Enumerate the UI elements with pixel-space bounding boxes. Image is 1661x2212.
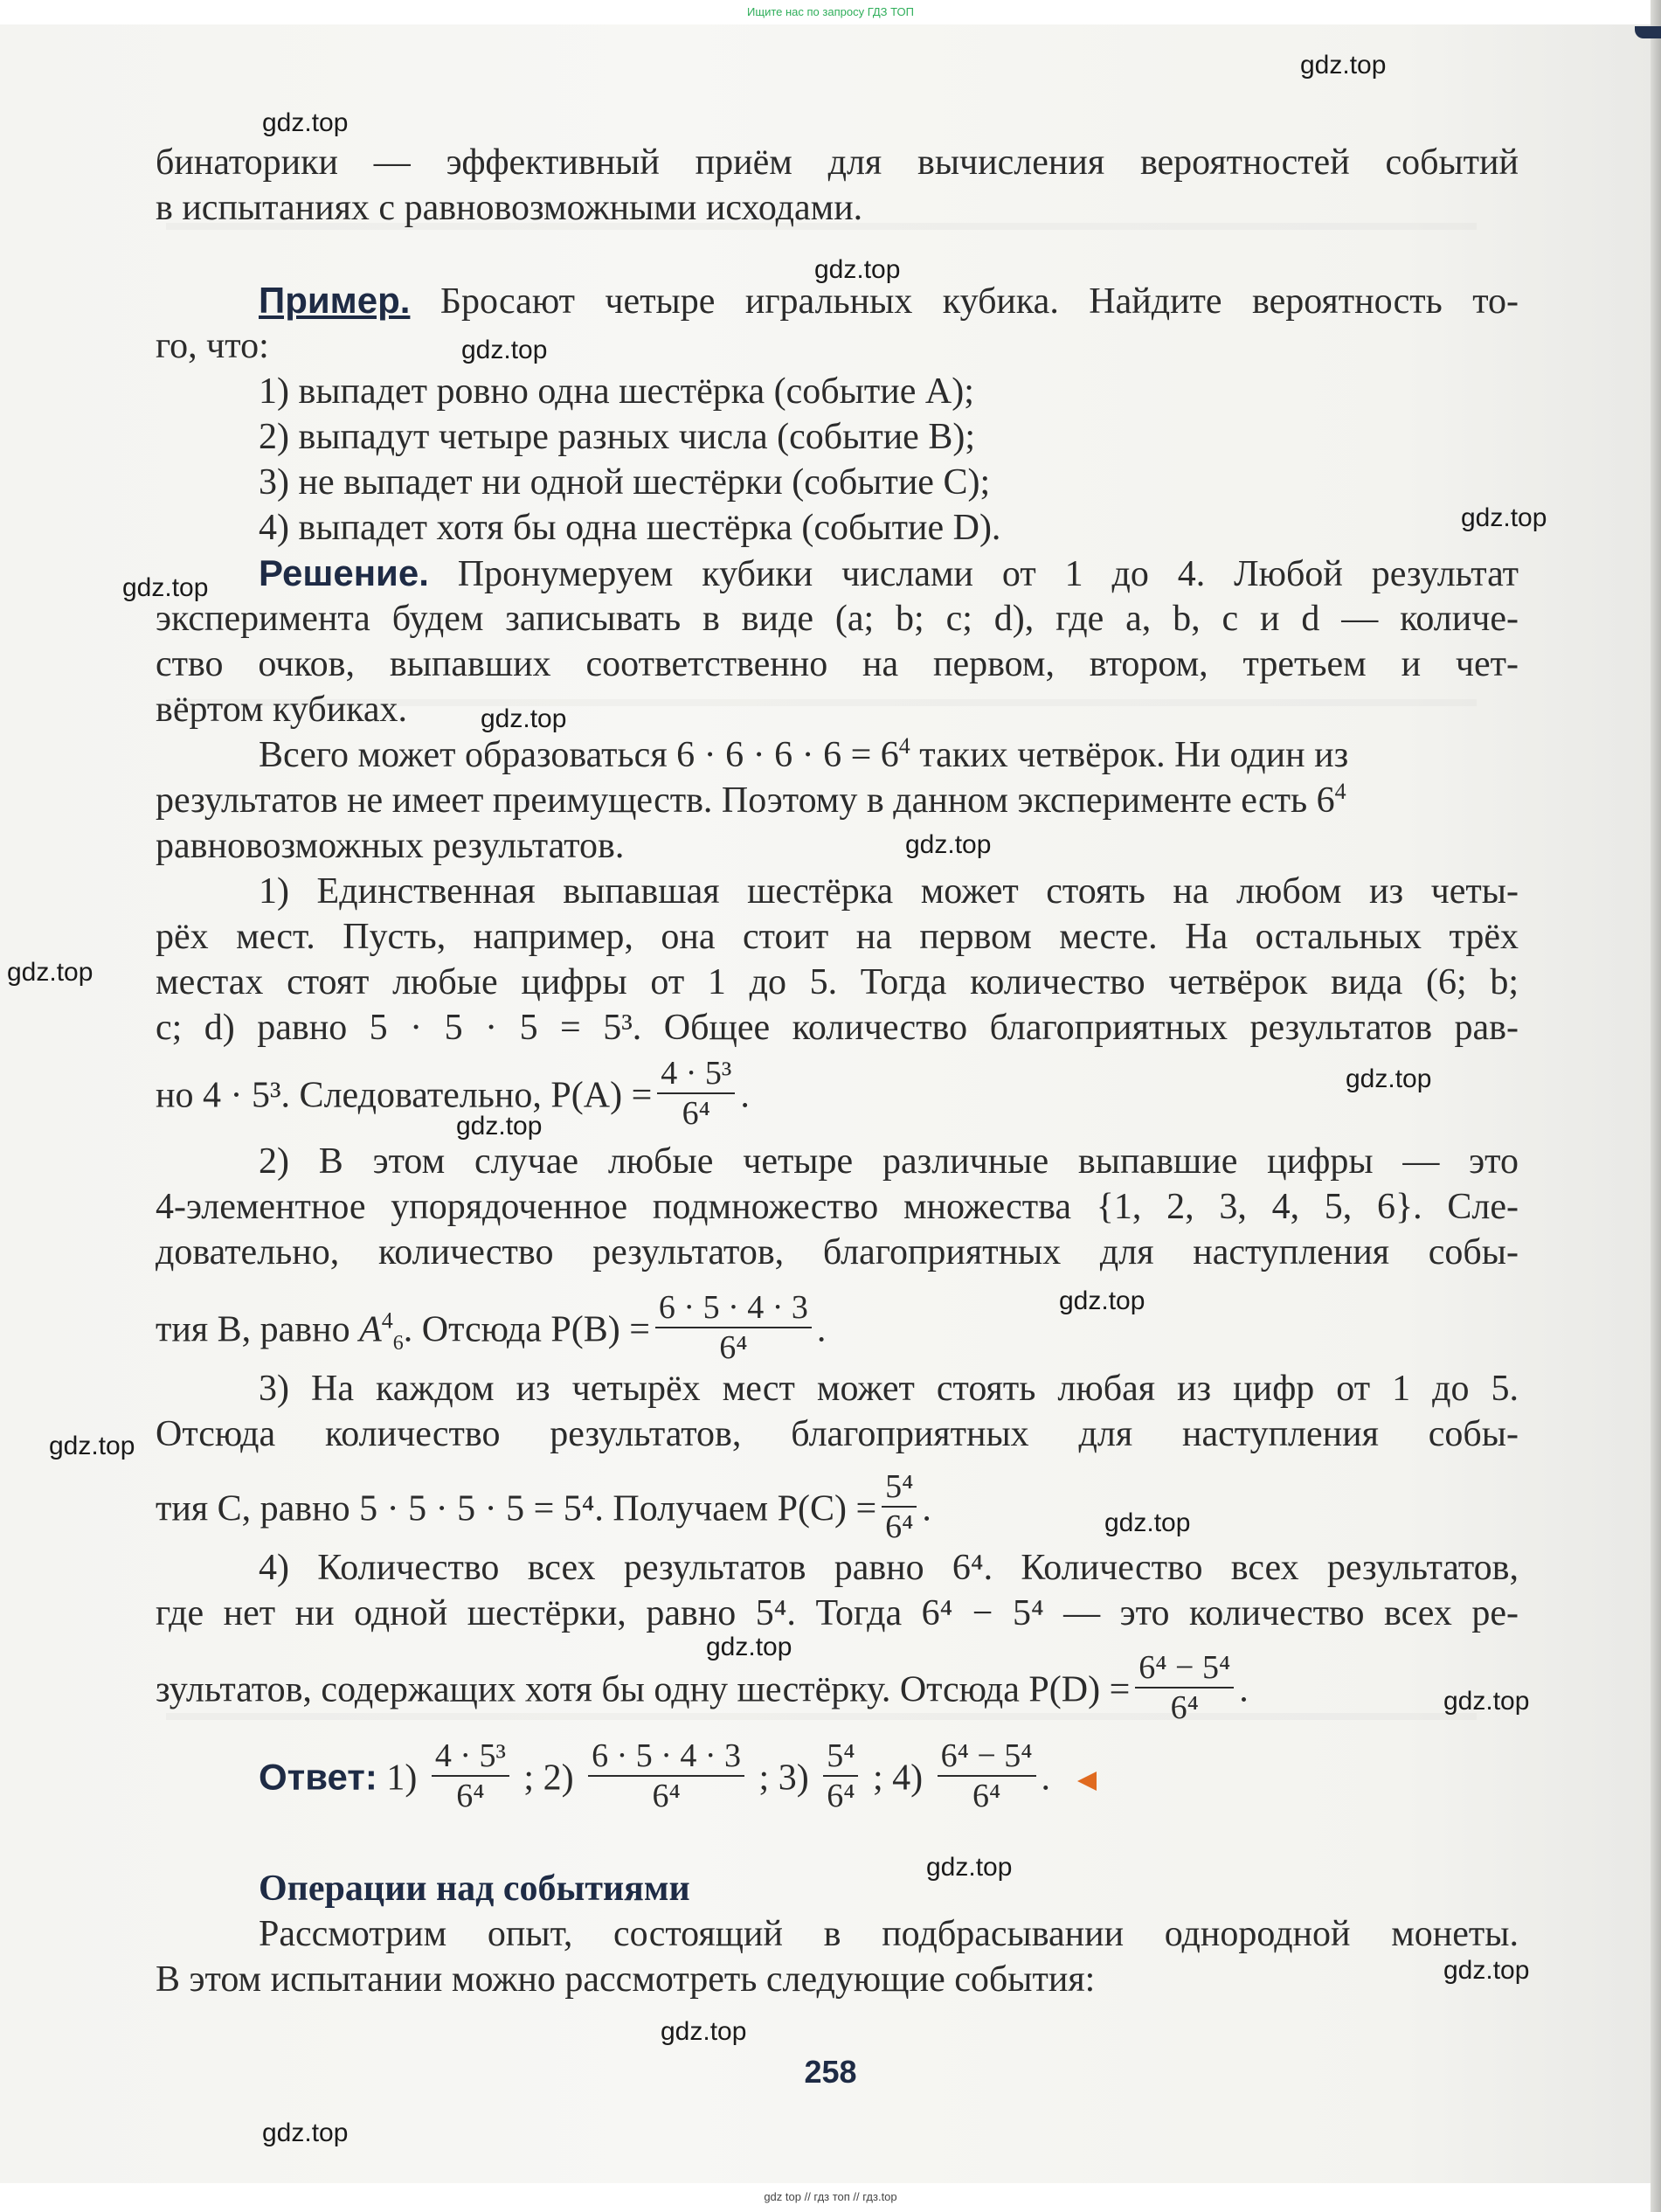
answer-item-number: ; 3) <box>758 1758 809 1799</box>
watermark: gdz.top <box>122 573 209 602</box>
answer-label: Ответ: <box>259 1756 377 1798</box>
formula-pc-lhs: P(C) = <box>777 1488 877 1529</box>
part4-text: зультатов, содержащих хотя бы одну шестёрку. Отсюда <box>156 1669 1029 1710</box>
solution-line-3: ство очков, выпавших соответственно на первом, втором, третьем и чет- <box>156 644 1519 684</box>
intro-line-1: бинаторики — эффективный приём для вычисления вероятностей событий <box>156 142 1519 183</box>
fraction-numerator: 6 · 5 · 4 · 3 <box>658 1289 808 1326</box>
watermark: gdz.top <box>905 830 992 859</box>
formula-pd-fraction <box>1135 1648 1234 1727</box>
page-number: 258 <box>804 2054 857 2090</box>
fraction-denominator: 6⁴ <box>719 1329 748 1366</box>
watermark: gdz.top <box>7 958 93 987</box>
watermark: gdz.top <box>1346 1064 1432 1093</box>
end-of-solution-marker-icon <box>1077 1772 1097 1791</box>
answer-line <box>259 1737 1097 1820</box>
arrangement-sup: 4 <box>381 1307 393 1334</box>
part1-line-1: 1) Единственная выпавшая шестёрка может стоять на любом из четы- <box>259 871 1519 912</box>
part1-line-2: рёх мест. Пусть, например, она стоит на первом месте. На остальных трёх <box>156 917 1519 957</box>
watermark: gdz.top <box>461 336 548 364</box>
solution-label: Решение. <box>259 552 429 593</box>
formula-pc-fraction <box>882 1467 917 1546</box>
answer-fraction-3 <box>823 1737 858 1815</box>
total-text-2: результатов не имеет преимуществ. Поэтому в данном эксперименте есть 6 <box>156 780 1335 821</box>
watermark: gdz.top <box>262 108 349 137</box>
formula-pb-lhs: P(B) = <box>550 1309 650 1350</box>
answer-end: . <box>1041 1758 1051 1799</box>
fraction-numerator: 6⁴ − 5⁴ <box>940 1737 1033 1774</box>
watermark: gdz.top <box>926 1853 1013 1882</box>
example-item-1: 1) выпадет ровно одна шестёрка (событие A); <box>259 371 974 412</box>
watermark: gdz.top <box>262 2118 349 2147</box>
solution-text: Пронумеруем кубики числами от 1 до 4. Любой результат <box>428 554 1519 594</box>
operations-line-2: В этом испытании можно рассмотреть следующие события: <box>156 1959 1096 2000</box>
part1-text: но 4 · 5³. Следовательно, <box>156 1075 551 1116</box>
fraction-denominator: 6⁴ <box>885 1508 914 1545</box>
example-item-2: 2) выпадут четыре разных числа (событие B); <box>259 417 975 457</box>
answer-item-number: 1) <box>386 1758 418 1799</box>
watermark: gdz.top <box>49 1432 135 1460</box>
total-tail: таких четвёрок. Ни один из <box>910 735 1349 775</box>
example-text: Бросают четыре игральных кубика. Найдите вероятность то- <box>410 281 1519 322</box>
part2-line-3: довательно, количество результатов, благоприятных для наступления собы- <box>156 1232 1519 1272</box>
part2-line-2: 4-элементное упорядоченное подмножество множества {1, 2, 3, 4, 5, 6}. Сле- <box>156 1187 1519 1227</box>
part1-line-3: местах стоят любые цифры от 1 до 5. Тогда количество четвёрок вида (6; b; <box>156 962 1519 1002</box>
fraction-denominator: 6⁴ <box>972 1778 1001 1814</box>
part4-line-1: 4) Количество всех результатов равно 6⁴. Количество всех результатов, <box>259 1548 1519 1588</box>
watermark: gdz.top <box>481 704 567 733</box>
example-item-4: 4) выпадет хотя бы одна шестёрка (событие D). <box>259 508 1001 548</box>
formula-pa-lhs: P(A) = <box>550 1075 653 1116</box>
arrangement-sub: 6 <box>392 1332 404 1356</box>
part4-line-2: где нет ни одной шестёрки, равно 5⁴. Тогда 6⁴ − 5⁴ — это количество всех ре- <box>156 1593 1519 1633</box>
total-text: Всего может образоваться 6 · 6 · 6 · 6 = 6 <box>259 735 899 775</box>
watermark: gdz.top <box>661 2017 747 2046</box>
part3-line-1: 3) На каждом из четырёх мест может стоять любая из цифр от 1 до 5. <box>259 1369 1519 1409</box>
part3-line-2: Отсюда количество результатов, благоприятных для наступления собы- <box>156 1414 1519 1454</box>
solution-line-2: эксперимента будем записывать в виде (a; b; c; d), где a, b, c и d — количе- <box>156 599 1519 639</box>
watermark: gdz.top <box>706 1633 792 1661</box>
bottom-banner[interactable]: gdz top // гдз топ // гдз.top <box>764 2190 897 2203</box>
fraction-denominator: 6⁴ <box>1170 1689 1199 1726</box>
part2-line-4: тия B, равно $A^4_6$. Отсюда P(B) = $\frac{6 \cdot 5 \cdot 4 \cdot 3}{\text{6⁴}}$ . <box>156 1289 827 1366</box>
fraction-denominator: 6⁴ <box>652 1778 681 1814</box>
fraction-numerator: 6 · 5 · 4 · 3 <box>592 1737 742 1774</box>
fraction-numerator: 4 · 5³ <box>434 1737 506 1774</box>
corner-tab <box>1635 26 1661 38</box>
watermark: gdz.top <box>1461 503 1547 532</box>
part4-line-3: зультатов, содержащих хотя бы одну шестёрку. Отсюда P(D) = $\frac{\text{6⁴ − 5⁴}}{\text{6⁴}}$ . <box>156 1649 1249 1726</box>
fraction-denominator: 6⁴ <box>456 1778 485 1814</box>
fraction-numerator: 4 · 5³ <box>661 1055 732 1092</box>
watermark: gdz.top <box>1059 1286 1145 1315</box>
part1-line-4: c; d) равно 5 · 5 · 5 = 5³. Общее количество благоприятных результатов рав- <box>156 1008 1519 1048</box>
operations-line-1: Рассмотрим опыт, состоящий в подбрасывании однородной монеты. <box>259 1914 1519 1954</box>
part2-tail: . Отсюда <box>403 1309 551 1350</box>
part3-line-3: тия C, равно 5 · 5 · 5 · 5 = 5⁴. Получаем P(C) = $\frac{\text{5⁴}}{\text{6⁴}}$ . <box>156 1468 931 1545</box>
total-line-3: равновозможных результатов. <box>156 826 625 866</box>
example-line-2: го, что: <box>156 326 269 366</box>
answer-fraction-2 <box>588 1737 744 1815</box>
fraction-denominator: 6⁴ <box>682 1095 710 1132</box>
part2-line-1: 2) В этом случае любые четыре различные выпавшие цифры — это <box>259 1141 1519 1182</box>
fraction-denominator: 6⁴ <box>827 1778 855 1814</box>
formula-pa-fraction <box>657 1054 735 1133</box>
total-line-2 <box>156 778 1346 823</box>
example-label: Пример. <box>259 280 411 321</box>
fraction-numerator: 5⁴ <box>885 1468 914 1505</box>
formula-pd-lhs: P(D) = <box>1028 1669 1131 1710</box>
part3-text: тия C, равно 5 · 5 · 5 · 5 = 5⁴. Получаем <box>156 1488 778 1529</box>
answer-item-number: ; 2) <box>523 1758 574 1799</box>
total-line-1 <box>259 732 1519 778</box>
example-item-3: 3) не выпадет ни одной шестёрки (событие C); <box>259 462 991 503</box>
top-banner[interactable]: Ищите нас по запросу ГДЗ ТОП <box>747 5 914 18</box>
part2-text: тия B, равно <box>156 1309 360 1350</box>
watermark: gdz.top <box>1443 1687 1530 1716</box>
solution-line-4: вёртом кубиках. <box>156 690 408 730</box>
total-exponent: 4 <box>898 733 910 759</box>
page-edge <box>1651 0 1661 2212</box>
section-heading: Операции над событиями <box>259 1869 690 1909</box>
watermark: gdz.top <box>456 1112 543 1141</box>
part1-line-5: но 4 · 5³. Следовательно, P(A) = $\frac{\text{4 · 5³}}{\text{6⁴}}$ . <box>156 1055 750 1132</box>
arrangement-symbol: A <box>359 1309 382 1350</box>
formula-pb-fraction <box>655 1288 812 1367</box>
watermark: gdz.top <box>1104 1508 1191 1537</box>
answer-fraction-4 <box>938 1737 1036 1815</box>
fraction-numerator: 5⁴ <box>827 1737 855 1774</box>
intro-line-2: в испытаниях с равновозможными исходами. <box>156 188 863 228</box>
total-exponent-2: 4 <box>1334 779 1346 804</box>
answer-item-number: ; 4) <box>872 1758 924 1799</box>
watermark: gdz.top <box>1443 1956 1530 1985</box>
answer-fraction-1 <box>432 1737 509 1815</box>
watermark: gdz.top <box>814 255 901 284</box>
watermark: gdz.top <box>1300 51 1387 80</box>
fraction-numerator: 6⁴ − 5⁴ <box>1138 1649 1231 1686</box>
solution-line-1 <box>259 551 1519 597</box>
